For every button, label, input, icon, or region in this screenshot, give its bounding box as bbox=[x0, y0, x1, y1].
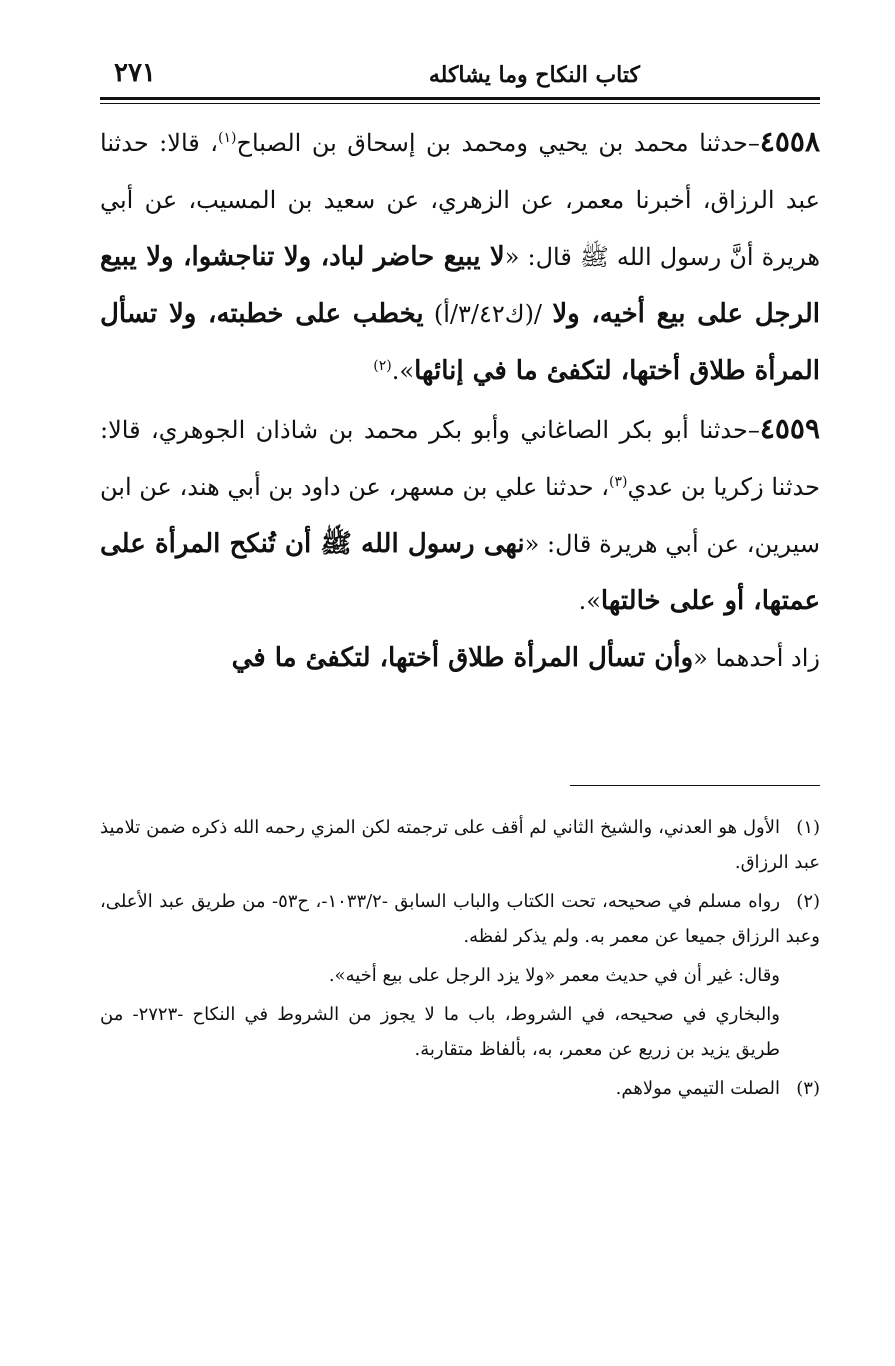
footnote-2-line3: والبخاري في صحيحه، في الشروط، باب ما لا يجوز من الشروط في النكاح -٢٧٢٣- من طريق يزيد بن زريع عن معمر، به، بألفاظ متقاربة. bbox=[100, 1004, 780, 1060]
chapter-title: كتاب النكاح وما يشاكله bbox=[428, 62, 640, 88]
footnote-2-line2: وقال: غير أن في حديث معمر «ولا يزد الرجل على بيع أخيه». bbox=[328, 965, 780, 986]
footnote-ref-2[interactable]: (٢) bbox=[373, 358, 392, 374]
matn: نهى رسول الله ﷺ أن تُنكح المرأة على عمتها، أو على خالتها bbox=[100, 529, 820, 616]
footnote-1 bbox=[100, 810, 820, 880]
footnote-mark: (٣) bbox=[796, 1078, 820, 1099]
page-number: ٢٧١ bbox=[114, 58, 156, 88]
hadith-number: ٤٥٥٩ bbox=[759, 412, 820, 445]
matn-close: ». bbox=[391, 357, 415, 385]
footnotes bbox=[100, 810, 820, 1110]
footnote-text: الأول هو العدني، والشيخ الثاني لم أقف على ترجمته لكن المزي رحمه الله ذكره ضمن تلاميذ عبد الرزاق. bbox=[100, 817, 820, 873]
footnote-ref-3[interactable]: (٣) bbox=[609, 474, 628, 490]
matn-part2: يخطب على خطبته، ولا تسأل المرأة طلاق أختها، لتكفئ ما في إنائها bbox=[100, 299, 820, 386]
footnote-ref-1[interactable]: (١) bbox=[218, 130, 237, 146]
hadith-4559: ٤٥٥٩–حدثنا أبو بكر الصاغاني وأبو بكر محمد بن شاذان الجوهري، قالا: حدثنا زكريا بن عدي$^{(٣)}$، حدثنا علي بن مسهر، عن داود بن أبي هند، عن ابن سيرين، عن أبي هريرة قال: «نهى رسول الله ﷺ أن تُنكح المرأة على عمتها، أو على خالتها». bbox=[100, 412, 821, 616]
footnote-mark: (٢) bbox=[796, 891, 821, 912]
header-rule-thin bbox=[100, 103, 820, 104]
isnad-part2: ، حدثنا علي بن مسهر، عن داود بن أبي هند، عن ابن سيرين، عن أبي هريرة قال: « bbox=[100, 473, 821, 558]
footnote-2 bbox=[100, 884, 820, 954]
running-header bbox=[100, 56, 820, 96]
hadith-4558: ٤٥٥٨–حدثنا محمد بن يحيي ومحمد بن إسحاق بن الصباح$^{(١)}$، قالا: حدثنا عبد الرزاق، أخبرنا معمر، عن الزهري، عن سعيد بن المسيب، عن أبي هريرة أنَّ رسول الله ﷺ قال: «لا يبيع حاضر لباد، ولا تناجشوا، ولا يبيع الرجل على بيع أخيه، ولا /(ك٣/٤٢/أ) يخطب على خطبته، ولا تسأل المرأة طلاق أختها، لتكفئ ما في إنائها».$^{(٢)}$ bbox=[100, 125, 821, 386]
isnad-part2: ، قالا: حدثنا عبد الرزاق، أخبرنا معمر، عن الزهري، عن سعيد بن المسيب، عن أبي هريرة أنَّ رسول الله ﷺ قال: « bbox=[100, 129, 820, 271]
addition-paragraph bbox=[100, 630, 820, 687]
footnote-mark: (١) bbox=[796, 817, 821, 838]
isnad-part1: حدثنا أبو بكر الصاغاني وأبو بكر محمد بن شاذان الجوهري، قالا: حدثنا زكريا بن عدي bbox=[100, 416, 820, 501]
isnad-part1: حدثنا محمد بن يحيي ومحمد بن إسحاق بن الصباح bbox=[236, 129, 748, 157]
footnote-separator bbox=[570, 785, 820, 786]
addition-matn: وأن تسأل المرأة طلاق أختها، لتكفئ ما في bbox=[231, 643, 694, 673]
manuscript-ref: /(ك٣/٤٢/أ) bbox=[423, 300, 553, 328]
hadith-number: ٤٥٥٨ bbox=[759, 125, 820, 158]
footnote-text: الصلت التيمي مولاهم. bbox=[615, 1078, 780, 1099]
main-text bbox=[100, 113, 820, 687]
addition-lead: زاد أحدهما « bbox=[693, 644, 820, 672]
matn-close: ». bbox=[578, 587, 601, 615]
footnote-3 bbox=[100, 1071, 820, 1106]
footnote-text: رواه مسلم في صحيحه، تحت الكتاب والباب السابق -١٠٣٣/٢-، ح٥٣- من طريق عبد الأعلى، وعبد الرزاق جميعا عن معمر به. ولم يذكر لفظه. bbox=[100, 891, 820, 947]
matn-part1: لا يبيع حاضر لباد، ولا تناجشوا، ولا يبيع الرجل على بيع أخيه، ولا bbox=[100, 242, 821, 329]
header-rule-thick bbox=[100, 97, 820, 100]
